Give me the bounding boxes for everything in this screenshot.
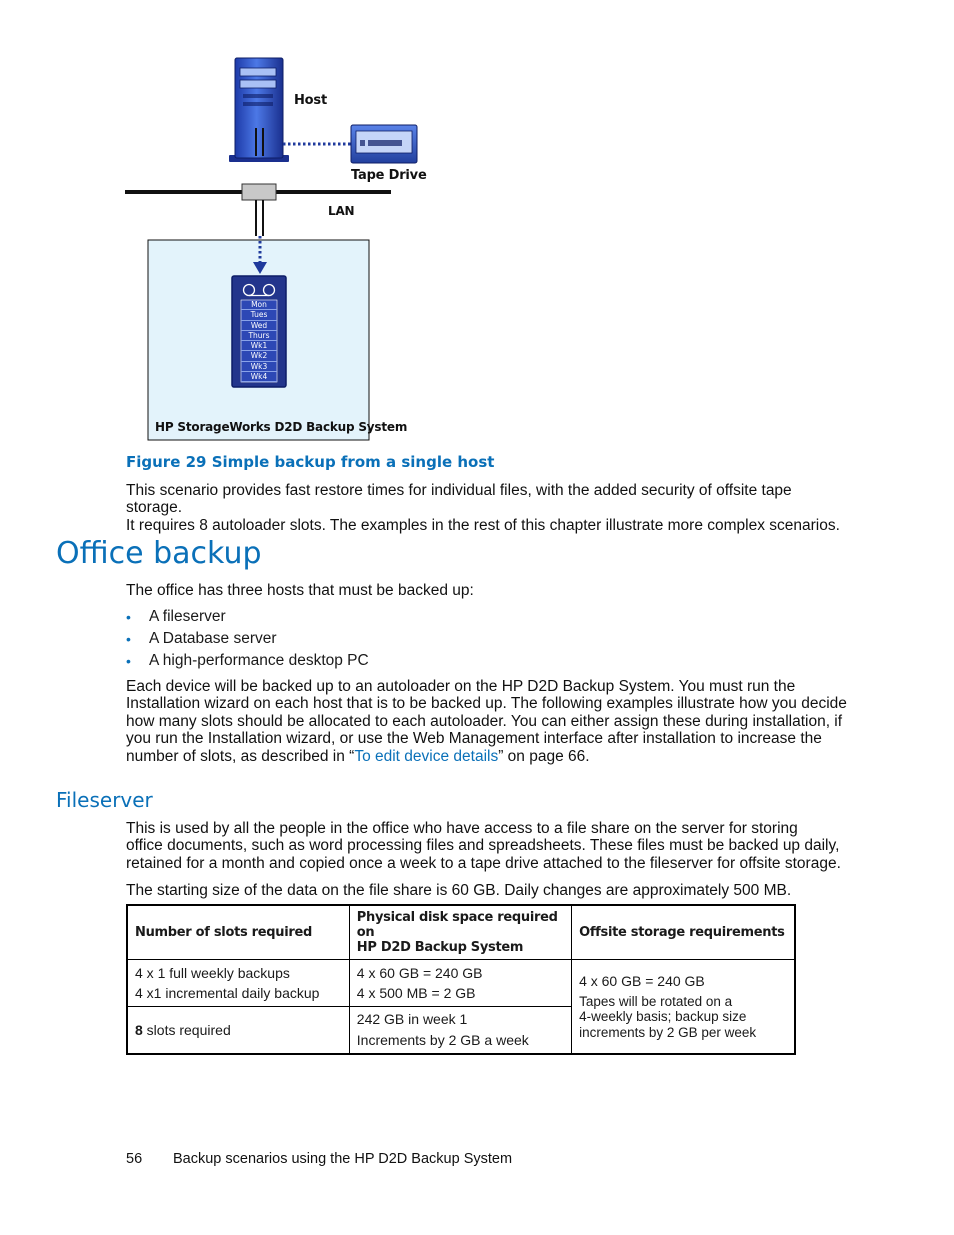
office-line-text: ” on page 66. xyxy=(498,747,590,765)
cell-line: 4 x 500 MB = 2 GB xyxy=(356,984,476,1001)
bullet-icon: • xyxy=(126,609,131,625)
backup-diagram xyxy=(0,0,954,450)
slot-list xyxy=(241,300,277,382)
intro-paragraph xyxy=(126,482,846,534)
footer-title: Backup scenarios using the HP D2D Backup System xyxy=(173,1151,513,1167)
host-server-icon xyxy=(229,58,289,162)
list-item xyxy=(126,651,369,673)
section-heading-fileserver: Fileserver xyxy=(56,788,153,812)
diagram-graphic xyxy=(0,0,954,450)
figure-caption: Figure 29 Simple backup from a single host xyxy=(126,453,495,471)
cell-line: Increments by 2 GB a week xyxy=(356,1032,529,1048)
fileserver-line: retained for a month and copied once a week to a tape drive attached to the fileserver for offsite storage. xyxy=(126,854,841,872)
cell-line: 4 x 60 GB = 240 GB xyxy=(579,972,705,989)
slot-label: Mon xyxy=(241,300,277,310)
slot-label: Tues xyxy=(241,310,277,320)
office-line: how many slots should be allocated to each autoloader. You can either assign these during installation, if xyxy=(126,712,843,730)
office-line: Each device will be backed up to an autoloader on the HP D2D Backup System. You must run the xyxy=(126,678,796,695)
system-label: HP StorageWorks D2D Backup System xyxy=(155,420,408,434)
office-line: Installation wizard on each host that is to be backed up. The following examples illustrate how you decide xyxy=(126,695,847,713)
cell-line: Tapes will be rotated on a xyxy=(579,993,733,1009)
list-item xyxy=(126,629,369,651)
cell-line: 4 x1 incremental daily backup xyxy=(135,984,320,1001)
lan-connector xyxy=(242,184,276,200)
list-item-text: A fileserver xyxy=(149,608,226,625)
fileserver-sizing: The starting size of the data on the file share is 60 GB. Daily changes are approximately 500 MB. xyxy=(126,882,792,899)
office-line: you run the Installation wizard, or use the Web Management interface after installation to increase the xyxy=(126,730,822,748)
cell-disk-space xyxy=(349,960,571,1007)
host-label: Host xyxy=(294,93,327,108)
office-line-text: number of slots, as described in “ xyxy=(126,747,355,765)
office-line xyxy=(126,748,856,765)
cell-line: 4 x 60 GB = 240 GB xyxy=(356,964,483,981)
host-list xyxy=(126,607,369,673)
slot-label: Wed xyxy=(241,321,277,331)
cell-disk-space xyxy=(349,1007,571,1055)
cell-line: 242 GB in week 1 xyxy=(356,1011,468,1027)
table-row xyxy=(127,960,795,1007)
cell-slots xyxy=(127,960,349,1007)
cell-offsite xyxy=(572,960,795,1055)
office-lead: The office has three hosts that must be backed up: xyxy=(126,582,474,599)
intro-line: It requires 8 autoloader slots. The examples in the rest of this chapter illustrate more complex scenarios. xyxy=(126,516,840,534)
slot-label: Wk3 xyxy=(241,362,277,372)
fileserver-requirements-table xyxy=(126,904,796,1055)
header-disk-space-line: Physical disk space required on xyxy=(356,910,558,940)
lan-label: LAN xyxy=(328,204,355,218)
cell-slots xyxy=(127,1007,349,1055)
slot-count: 8 xyxy=(135,1021,143,1038)
header-slots: Number of slots required xyxy=(127,905,349,960)
cell-line: 4 x 1 full weekly backups xyxy=(135,964,290,981)
list-item-text: A high-performance desktop PC xyxy=(149,652,369,669)
cell-line: 4-weekly basis; backup size xyxy=(579,1009,747,1025)
edit-device-details-link[interactable]: To edit device details xyxy=(354,747,499,765)
header-disk-space xyxy=(349,905,571,960)
slot-label: Wk4 xyxy=(241,372,277,382)
slot-label: Wk2 xyxy=(241,351,277,361)
tape-drive-icon xyxy=(351,125,417,163)
table-header-row xyxy=(127,905,795,960)
cell-line: increments by 2 GB per week xyxy=(579,1024,757,1040)
list-item-text: A Database server xyxy=(149,630,277,647)
slot-label: Thurs xyxy=(241,331,277,341)
tape-drive-label: Tape Drive xyxy=(351,168,427,183)
bullet-icon: • xyxy=(126,631,131,647)
header-offsite: Offsite storage requirements xyxy=(572,905,795,960)
list-item xyxy=(126,607,369,629)
intro-line: This scenario provides fast restore times for individual files, with the added security of offsite tape storage. xyxy=(126,482,792,517)
fileserver-line: office documents, such as word processing files and spreadsheets. These files must be backed up daily, xyxy=(126,837,840,855)
cell-text: slots required xyxy=(142,1021,231,1038)
slot-label: Wk1 xyxy=(241,341,277,351)
header-disk-space-line: HP D2D Backup System xyxy=(356,940,524,955)
office-paragraph xyxy=(126,678,856,765)
section-heading-office-backup: Office backup xyxy=(56,536,262,571)
fileserver-line: This is used by all the people in the office who have access to a file share on the server for storing xyxy=(126,820,798,837)
bullet-icon: • xyxy=(126,653,131,669)
fileserver-paragraph xyxy=(126,820,856,872)
page-number: 56 xyxy=(126,1151,143,1167)
